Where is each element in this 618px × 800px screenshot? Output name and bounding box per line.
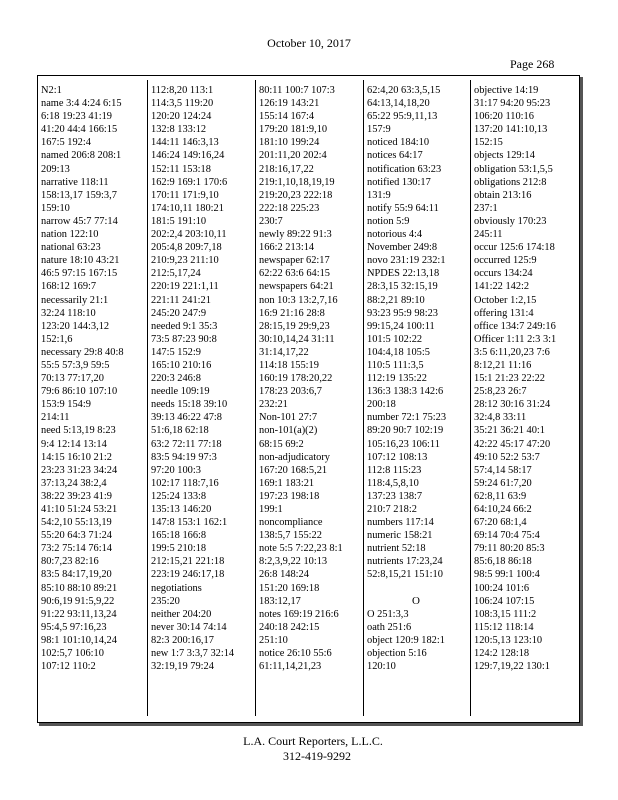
footer-company: L.A. Court Reporters, L.L.C. [243, 734, 383, 748]
index-entry: 210:7 218:2 [367, 504, 417, 515]
page-number: Page 268 [510, 57, 555, 71]
index-entry: 82:3 200:16,17 [151, 634, 214, 646]
index-entry: non-adjudicatory [259, 451, 330, 463]
index-entry: 251:10 [259, 634, 288, 646]
index-entry: 124:2 128:18 [474, 648, 530, 660]
index-entry: 102:5,7 106:10 [41, 648, 104, 660]
index-entry: 73:5 87:23 90:8 [151, 333, 217, 345]
index-entry: 170:11 171:9,10 [151, 189, 219, 201]
index-entry: 107:12 110:2 [41, 661, 96, 673]
index-entry: notification 63:23 [367, 163, 442, 175]
index-entry: 200:18 [367, 399, 396, 411]
index-entry: 152:11 153:18 [151, 163, 211, 175]
index-entry: obtain 213:16 [474, 189, 532, 201]
index-entry: 120:10 [367, 661, 396, 673]
index-entry: 178:23 203:6,7 [259, 386, 322, 398]
index-entry: 221:11 241:21 [151, 294, 211, 306]
index-entry: 105:16,23 106:11 [367, 438, 440, 450]
index-entry: needs 15:18 39:10 [151, 399, 228, 411]
index-entry: 80:7,23 82:16 [41, 556, 99, 568]
index-entry: 141:22 142:2 [474, 281, 530, 293]
index-entry: 41:20 44:4 166:15 [41, 124, 118, 136]
index-entry: 153:9 154:9 [41, 399, 91, 411]
index-entry: 100:24 101:6 [474, 582, 530, 594]
index-entry: 118:4,5,8,10 [367, 477, 419, 489]
index-entry: notes 169:19 216:6 [259, 608, 339, 620]
index-entry: necessary 29:8 40:8 [41, 346, 124, 358]
index-entry: named 206:8 208:1 [41, 150, 122, 162]
index-entry: 23:23 31:23 34:24 [41, 464, 118, 476]
index-entry: 147:5 152:9 [151, 346, 201, 358]
index-entry: 220:19 221:1,11 [151, 281, 219, 293]
index-entry: 212:5,17,24 [151, 268, 201, 280]
index-entry: 240:18 242:15 [259, 621, 320, 633]
index-entry: 125:24 133:8 [151, 490, 207, 502]
index-entry: noticed 184:10 [367, 137, 430, 149]
index-entry: 68:15 69:2 [259, 438, 304, 450]
index-entry: 14:15 16:10 21:2 [41, 451, 113, 463]
index-entry: number 72:1 75:23 [367, 412, 447, 424]
index-entry: 159:10 [41, 202, 70, 214]
index-entry: 37:13,24 38:2,4 [41, 477, 107, 489]
index-entry: 69:14 70:4 75:4 [474, 530, 540, 542]
index-entry: NPDES 22:13,18 [367, 268, 440, 280]
index-entry: 85:10 88:10 89:21 [41, 582, 118, 594]
index-entry: 107:12 108:13 [367, 451, 428, 463]
index-entry: 237:1 [474, 202, 498, 214]
index-entry: never 30:14 74:14 [151, 621, 227, 633]
index-entry: 67:20 68:1,4 [474, 517, 527, 529]
index-entry: 152:15 [474, 137, 503, 149]
index-entry: 49:10 52:2 53:7 [474, 451, 540, 463]
index-frame [37, 75, 580, 723]
index-entry: notice 26:10 55:6 [259, 648, 332, 660]
index-entry: 57:4,14 58:17 [474, 464, 532, 476]
index-entry: 201:11,20 202:4 [259, 150, 327, 162]
index-entry: 209:13 [41, 163, 70, 175]
index-entry: 26:8 148:24 [259, 569, 309, 581]
index-entry: objection 5:16 [367, 648, 427, 660]
index-entry: 108:3,15 111:2 [474, 608, 537, 620]
index-entry: noncompliance [259, 517, 323, 529]
index-entry: 64:13,14,18,20 [367, 98, 430, 110]
index-entry: 219:20,23 222:18 [259, 189, 333, 201]
index-entry: 162:9 169:1 170:6 [151, 176, 228, 188]
index-entry: 152:1,6 [41, 333, 73, 345]
index-entry: 168:12 169:7 [41, 281, 97, 293]
index-entry: 132:8 133:12 [151, 124, 207, 136]
index-entry: occur 125:6 174:18 [474, 242, 555, 254]
index-entry: note 5:5 7:22,23 8:1 [259, 543, 343, 555]
index-column-3 [259, 84, 357, 712]
column-divider [255, 80, 256, 716]
index-entry: 147:8 153:1 162:1 [151, 517, 228, 529]
index-entry: new 1:7 3:3,7 32:14 [151, 648, 235, 660]
index-entry: 131:9 [367, 189, 391, 201]
index-entry: 25:8,23 26:7 [474, 386, 527, 398]
index-entry: 85:6,18 86:18 [474, 556, 532, 568]
index-entry: 90:6,19 91:5,9,22 [41, 595, 115, 607]
index-entry: notion 5:9 [367, 215, 410, 227]
index-entry: need 5:13,19 8:23 [41, 425, 116, 437]
index-entry: notices 64:17 [367, 150, 423, 162]
index-entry: obviously 170:23 [474, 215, 547, 227]
index-entry: 120:20 124:24 [151, 111, 212, 123]
index-entry: notified 130:17 [367, 176, 431, 188]
index-entry: 223:19 246:17,18 [151, 569, 225, 581]
index-entry: 101:5 102:22 [367, 333, 423, 345]
index-entry: needle 109:19 [151, 386, 210, 398]
index-entry: 174:10,11 180:21 [151, 202, 224, 214]
index-entry: 235:20 [151, 595, 180, 607]
index-entry: newly 89:22 91:3 [259, 229, 332, 241]
index-entry: 46:5 97:15 167:15 [41, 268, 118, 280]
index-entry: 97:20 100:3 [151, 464, 201, 476]
index-entry: objects 129:14 [474, 150, 535, 162]
index-entry: narrow 45:7 77:14 [41, 215, 118, 227]
index-entry: 59:24 61:7,20 [474, 477, 532, 489]
index-entry: 104:4,18 105:5 [367, 346, 430, 358]
index-entry: 52:8,15,21 151:10 [367, 569, 443, 581]
index-entry: numeric 158:21 [367, 530, 433, 542]
index-entry: 135:13 146:20 [151, 504, 212, 515]
column-divider [363, 80, 364, 716]
index-entry: 8:12,21 11:16 [474, 359, 532, 371]
index-entry: 98:1 101:10,14,24 [41, 634, 117, 646]
index-entry: 165:18 166:8 [151, 530, 207, 542]
index-entry: needed 9:1 35:3 [151, 320, 218, 332]
index-column-2 [151, 84, 249, 712]
index-entry: 70:13 77:17,20 [41, 373, 104, 385]
index-entry: 112:8,20 113:1 [151, 85, 214, 96]
frame-shadow-right [580, 77, 583, 725]
index-entry: 129:7,19,22 130:1 [474, 661, 550, 673]
index-entry: narrative 118:11 [41, 176, 109, 188]
index-entry: occurred 125:9 [474, 255, 537, 267]
index-entry: newspapers 64:21 [259, 281, 334, 293]
index-entry: 9:4 12:14 13:14 [41, 438, 107, 450]
index-entry: 16:9 21:16 28:8 [259, 307, 325, 319]
index-entry: 232:21 [259, 399, 288, 411]
index-column-4 [367, 84, 465, 712]
index-entry: 230:7 [259, 215, 283, 227]
index-entry: 155:14 167:4 [259, 111, 315, 123]
index-entry: 83:5 84:17,19,20 [41, 569, 112, 581]
index-entry: 32:19,19 79:24 [151, 661, 214, 673]
index-entry: 35:21 36:21 40:1 [474, 425, 546, 437]
index-entry: O 251:3,3 [367, 608, 409, 620]
index-entry: 73:2 75:14 76:14 [41, 543, 113, 555]
index-entry: 222:18 225:23 [259, 202, 320, 214]
index-entry: 61:11,14,21,23 [259, 661, 322, 673]
index-entry: 245:11 [474, 229, 503, 241]
index-entry: 80:11 100:7 107:3 [259, 85, 335, 96]
index-entry: 28:15,19 29:9,23 [259, 320, 330, 332]
column-divider [470, 80, 471, 716]
index-entry: 120:5,13 123:10 [474, 634, 543, 646]
index-entry: 32:24 118:10 [41, 307, 96, 319]
index-entry: 169:1 183:21 [259, 477, 315, 489]
index-entry: obligations 212:8 [474, 176, 547, 188]
column-divider [147, 80, 148, 716]
index-entry: 137:23 138:7 [367, 490, 423, 502]
index-entry: 99:15,24 100:11 [367, 320, 435, 332]
index-entry: 160:19 178:20,22 [259, 373, 333, 385]
index-entry: non 10:3 13:2,7,16 [259, 294, 338, 306]
index-entry: 79:11 80:20 85:3 [474, 543, 545, 555]
index-entry: 151:20 169:18 [259, 582, 320, 594]
index-entry: 166:2 213:14 [259, 242, 315, 254]
index-entry: 106:20 110:16 [474, 111, 534, 123]
index-entry: 112:8 115:23 [367, 464, 422, 476]
index-entry: 89:20 90:7 102:19 [367, 425, 444, 437]
index-entry: 15:1 21:23 22:22 [474, 373, 546, 385]
index-entry: 88:2,21 89:10 [367, 294, 425, 306]
index-entry: 83:5 94:19 97:3 [151, 451, 217, 463]
index-entry: 205:4,8 209:7,18 [151, 242, 222, 254]
index-entry: negotiations [151, 582, 202, 594]
index-entry: 6:18 19:23 41:19 [41, 111, 113, 123]
index-entry: 210:9,23 211:10 [151, 255, 219, 267]
index-entry: nutrients 17:23,24 [367, 556, 443, 568]
index-entry: 218:16,17,22 [259, 163, 314, 175]
index-entry: newspaper 62:17 [259, 255, 330, 267]
index-entry: 31:14,17,22 [259, 346, 309, 358]
index-entry: 62:22 63:6 64:15 [259, 268, 331, 280]
index-entry: 115:12 118:14 [474, 621, 534, 633]
transcript-date: October 10, 2017 [267, 36, 351, 50]
index-entry: neither 204:20 [151, 608, 212, 620]
index-entry: 199:5 210:18 [151, 543, 207, 555]
index-entry: 98:5 99:1 100:4 [474, 569, 540, 581]
index-entry: 157:9 [367, 124, 391, 136]
index-entry: object 120:9 182:1 [367, 634, 445, 646]
index-entry: 30:10,14,24 31:11 [259, 333, 335, 345]
index-entry: 167:20 168:5,21 [259, 464, 328, 476]
index-entry: office 134:7 249:16 [474, 320, 556, 332]
index-entry: 93:23 95:9 98:23 [367, 307, 439, 319]
index-entry: 219:1,10,18,19,19 [259, 176, 335, 188]
index-entry: 39:13 46:22 47:8 [151, 412, 223, 424]
index-entry: obligation 53:1,5,5 [474, 163, 553, 175]
index-entry: 136:3 138:3 142:6 [367, 386, 444, 398]
index-entry: name 3:4 4:24 6:15 [41, 98, 122, 110]
index-entry: 102:17 118:7,16 [151, 477, 219, 489]
footer-phone: 312-419-9292 [283, 749, 351, 763]
index-entry: 144:11 146:3,13 [151, 137, 219, 149]
index-entry: 245:20 247:9 [151, 307, 207, 319]
index-entry: 197:23 198:18 [259, 490, 320, 502]
index-entry: 165:10 210:16 [151, 359, 212, 371]
index-entry: October 1:2,15 [474, 294, 537, 306]
index-entry: 158:13,17 159:3,7 [41, 189, 117, 201]
index-entry: 41:10 51:24 53:21 [41, 504, 118, 515]
index-entry: 51:6,18 62:18 [151, 425, 209, 437]
index-entry: Non-101 27:7 [259, 412, 318, 424]
section-letter: O [412, 594, 420, 607]
index-entry: 8:2,3,9,22 10:13 [259, 556, 328, 568]
index-entry: 220:3 246:8 [151, 373, 201, 385]
index-entry: nutrient 52:18 [367, 543, 426, 555]
index-entry: 123:20 144:3,12 [41, 320, 110, 332]
index-entry: 55:20 64:3 71:24 [41, 530, 113, 542]
index-entry: 91:22 93:11,13,24 [41, 608, 117, 620]
index-entry: 28:3,15 32:15,19 [367, 281, 438, 293]
index-entry: novo 231:19 232:1 [367, 255, 446, 267]
index-entry: national 63:23 [41, 242, 101, 254]
index-entry: oath 251:6 [367, 621, 412, 633]
index-entry: 214:11 [41, 412, 70, 424]
index-entry: numbers 117:14 [367, 517, 434, 529]
index-entry: 79:6 86:10 107:10 [41, 386, 118, 398]
index-entry: nature 18:10 43:21 [41, 255, 120, 267]
index-entry: 31:17 94:20 95:23 [474, 98, 551, 110]
frame-shadow-bottom [39, 723, 583, 726]
index-entry: objective 14:19 [474, 85, 539, 96]
index-entry: offering 131:4 [474, 307, 534, 319]
index-entry: 42:22 45:17 47:20 [474, 438, 551, 450]
index-entry: necessarily 21:1 [41, 294, 109, 306]
index-entry: 62:8,11 63:9 [474, 490, 527, 502]
index-entry: November 249:8 [367, 242, 438, 254]
index-entry: 199:1 [259, 504, 283, 515]
index-entry: nation 122:10 [41, 229, 99, 241]
index-entry: 212:15,21 221:18 [151, 556, 225, 568]
index-entry: Officer 1:11 2:3 3:1 [474, 333, 557, 345]
index-entry: 114:3,5 119:20 [151, 98, 214, 110]
index-entry: 138:5,7 155:22 [259, 530, 322, 542]
index-entry: 181:5 191:10 [151, 215, 207, 227]
index-entry: non-101(a)(2) [259, 425, 318, 437]
index-entry: 55:5 57:3,9 59:5 [41, 359, 110, 371]
index-entry: 106:24 107:15 [474, 595, 535, 607]
index-entry: 95:4,5 97:16,23 [41, 621, 107, 633]
index-entry: 179:20 181:9,10 [259, 124, 328, 136]
index-entry: 146:24 149:16,24 [151, 150, 225, 162]
index-entry: 65:22 95:9,11,13 [367, 111, 438, 123]
index-entry: 110:5 111:3,5 [367, 359, 424, 371]
index-entry: 137:20 141:10,13 [474, 124, 548, 136]
index-column-1 [41, 84, 139, 712]
index-entry: notorious 4:4 [367, 229, 423, 241]
index-entry: 167:5 192:4 [41, 137, 91, 149]
index-entry [367, 582, 465, 595]
index-entry: 62:4,20 63:3,5,15 [367, 85, 441, 96]
index-entry: 38:22 39:23 41:9 [41, 490, 113, 502]
index-entry: notify 55:9 64:11 [367, 202, 439, 214]
index-entry: 28:12 30:16 31:24 [474, 399, 551, 411]
index-entry: 183:12,17 [259, 595, 301, 607]
index-entry: 63:2 72:11 77:18 [151, 438, 222, 450]
index-entry: occurs 134:24 [474, 268, 533, 280]
index-entry: 3:5 6:11,20,23 7:6 [474, 346, 550, 358]
index-entry: 126:19 143:21 [259, 98, 320, 110]
index-entry: 181:10 199:24 [259, 137, 320, 149]
index-column-5 [474, 84, 572, 712]
index-entry: 114:18 155:19 [259, 359, 319, 371]
index-entry: 64:10,24 66:2 [474, 504, 532, 515]
index-entry: 54:2,10 55:13,19 [41, 517, 112, 529]
index-entry: 202:2,4 203:10,11 [151, 229, 227, 241]
index-entry: N2:1 [41, 85, 62, 96]
index-entry: 112:19 135:22 [367, 373, 427, 385]
index-entry: 32:4,8 33:11 [474, 412, 527, 424]
